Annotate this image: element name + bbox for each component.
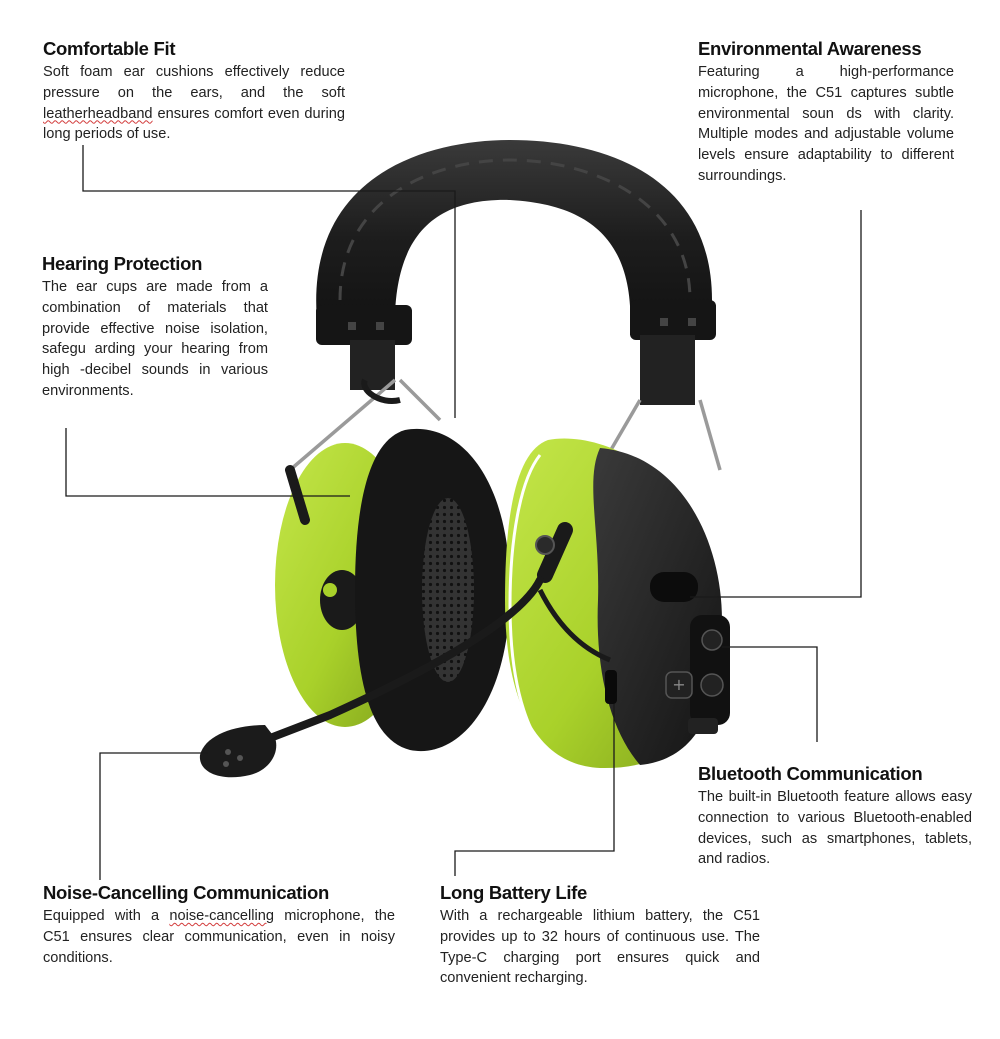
feature-environmental-awareness — [698, 38, 954, 187]
feature-long-battery-life — [440, 882, 760, 989]
feature-description: The built-in Bluetooth feature allows easy connection to various Bluetooth-enabled devices, such as smartphones, tablets, and radios. — [698, 789, 972, 868]
left-ear-cup — [275, 429, 510, 751]
feature-comfortable-fit — [43, 38, 345, 145]
headband — [316, 140, 716, 405]
feature-title: Noise-Cancelling Communication — [43, 882, 330, 903]
feature-description: Featuring a high-performance microphone, the C51 captures subtle environmental soun ds with clarity. Multiple modes and adjustable volume levels ensure adaptability to different surroundings. — [698, 64, 954, 184]
feature-description — [43, 62, 345, 145]
feature-description — [43, 906, 395, 968]
feature-title: Hearing Protection — [42, 253, 203, 274]
description-part: ensures comfort even during long periods of use. — [43, 105, 345, 143]
svg-text:+: + — [672, 675, 686, 694]
feature-hearing-protection — [42, 253, 268, 402]
description-part-underlined: noise-cancelling — [169, 908, 274, 924]
description-part-underlined: leatherheadband — [43, 105, 153, 122]
leader-environment — [690, 210, 861, 597]
right-ear-cup — [505, 439, 730, 769]
feature-title: Comfortable Fit — [43, 38, 176, 59]
feature-title: Long Battery Life — [440, 882, 588, 903]
leader-noise — [100, 753, 208, 880]
feature-bluetooth-communication — [698, 763, 972, 870]
leader-bluetooth — [722, 647, 817, 742]
feature-description: With a rechargeable lithium battery, the C51 provides up to 32 hours of continuous use. The Type-C charging port ensures quick and convenient recharging. — [440, 908, 760, 987]
feature-title: Environmental Awareness — [698, 38, 922, 59]
description-part: Soft foam ear cushions effectively reduce pressure on the ears, and the soft — [43, 64, 345, 101]
description-part: microphone, the C51 ensures clear communication, even in noisy conditions. — [43, 908, 395, 966]
feature-noise-cancelling-communication — [43, 882, 395, 968]
feature-title: Bluetooth Communication — [698, 763, 923, 784]
description-part: Equipped with a — [43, 908, 170, 924]
feature-description: The ear cups are made from a combination of materials that provide effective noise isolation, safegu arding your hearing from high -decibel sounds in various environments. — [42, 279, 268, 399]
